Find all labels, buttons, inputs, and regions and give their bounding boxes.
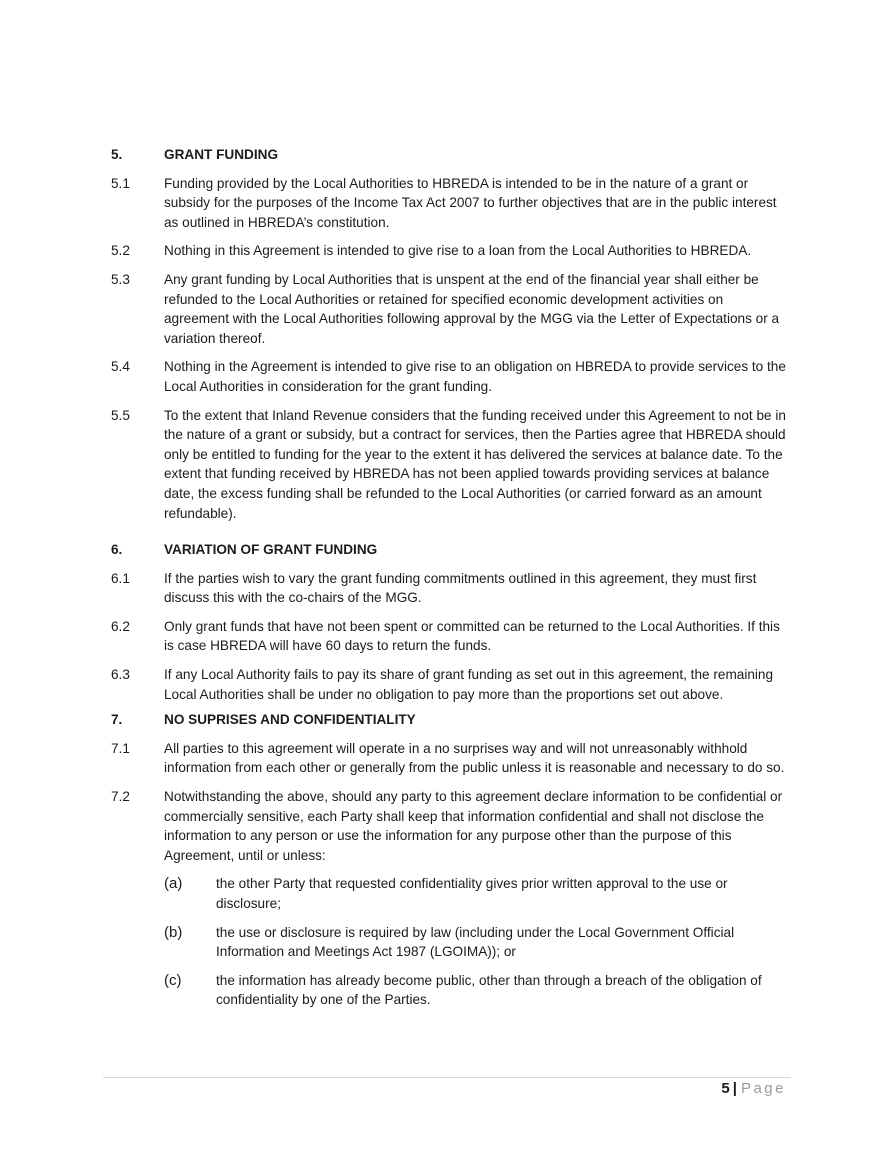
subclause-b xyxy=(164,923,791,962)
section-number: 6. xyxy=(111,542,123,558)
clause-text: Any grant funding by Local Authorities that is unspent at the end of the financial year shall either be refunded to the Local Authorities or retained for specified economic development activities on agreement with the Local Authorities following approval by the MGG via the Letter of Expectations or a variation thereof. xyxy=(164,271,780,346)
section-heading xyxy=(111,710,791,730)
section-heading xyxy=(111,145,791,165)
clause-5-2 xyxy=(111,241,791,261)
subclause-text: the other Party that requested confidentiality gives prior written approval to the use or disclosure; xyxy=(216,876,728,911)
clause-number: 5.2 xyxy=(111,243,130,259)
clause-5-3 xyxy=(111,270,791,348)
clause-text: If the parties wish to vary the grant funding commitments outlined in this agreement, they must first discuss this with the co-chairs of the MGG. xyxy=(164,570,757,606)
section-number: 7. xyxy=(111,712,123,728)
section-number: 5. xyxy=(111,147,123,162)
subclause-letter: (a) xyxy=(164,875,183,893)
subclause-letter: (c) xyxy=(164,971,182,989)
clause-number: 5.3 xyxy=(111,271,130,287)
section-title: NO SUPRISES AND CONFIDENTIALITY xyxy=(164,712,416,728)
footer-divider xyxy=(103,1077,791,1078)
clause-text: To the extent that Inland Revenue considers that the funding received under this Agreement to not be in the nature of a grant or subsidy, but a contract for services, then the Parties agree that HBREDA should only be entitled to funding for the year to the extent it has delivered the services at balance date. To the extent that funding received by HBREDA has not been applied towards providing services at balance date, the excess funding shall be refunded to the Local Authorities (or carried forward as an amount refundable). xyxy=(164,407,786,521)
section-title: VARIATION OF GRANT FUNDING xyxy=(164,542,378,558)
clause-7-2 xyxy=(111,787,791,865)
page-footer xyxy=(721,1079,786,1099)
page-content xyxy=(111,145,791,1019)
clause-text: Nothing in the Agreement is intended to give rise to an obligation on HBREDA to provide services to the Local Authorities in consideration for the grant funding. xyxy=(164,359,786,394)
clause-number: 7.1 xyxy=(111,740,130,756)
subclause-c xyxy=(164,971,791,1010)
clause-text: Nothing in this Agreement is intended to give rise to a loan from the Local Authorities to HBREDA. xyxy=(164,243,752,259)
subclause-letter: (b) xyxy=(164,923,183,941)
clause-text: If any Local Authority fails to pay its share of grant funding as set out in this agreement, the remaining Local Authorities shall be under no obligation to pay more than the proportions set out above. xyxy=(164,667,774,702)
clause-6-2 xyxy=(111,617,791,656)
clause-number: 7.2 xyxy=(111,789,130,805)
clause-5-4 xyxy=(111,357,791,396)
section-heading xyxy=(111,540,791,560)
page-number: 5 xyxy=(721,1080,730,1097)
section-title: GRANT FUNDING xyxy=(164,147,279,162)
clause-7-1 xyxy=(111,739,791,778)
page-label: Page xyxy=(740,1080,786,1097)
clause-5-5 xyxy=(111,406,791,524)
clause-number: 6.1 xyxy=(111,570,130,586)
footer-separator: | xyxy=(732,1080,737,1097)
clause-text: Only grant funds that have not been spent or committed can be returned to the Local Authorities. If this is case HBREDA will have 60 days to return the funds. xyxy=(164,618,780,654)
clause-6-1 xyxy=(111,569,791,608)
clause-number: 6.3 xyxy=(111,667,130,683)
clause-6-3 xyxy=(111,665,791,704)
clause-number: 5.5 xyxy=(111,407,130,423)
clause-text: All parties to this agreement will operate in a no surprises way and will not unreasonably withhold information from each other or generally from the public unless it is reasonable and necessary to do so. xyxy=(164,740,785,776)
subclause-text: the information has already become public, other than through a breach of the obligation of confidentiality by one of the Parties. xyxy=(216,972,762,1008)
clause-number: 6.2 xyxy=(111,618,130,634)
clause-number: 5.4 xyxy=(111,359,130,375)
subclause-text: the use or disclosure is required by law (including under the Local Government Official Information and Meetings Act 1987 (LGOIMA)); or xyxy=(216,924,735,960)
clause-number: 5.1 xyxy=(111,175,130,191)
subclause-a xyxy=(164,874,791,913)
clause-text: Notwithstanding the above, should any party to this agreement declare information to be confidential or commercially sensitive, each Party shall keep that information confidential and shall not disclose the information to any person or use the information for any purpose other than the purpose of this Agreement, until or unless: xyxy=(164,789,783,863)
clause-text: Funding provided by the Local Authorities to HBREDA is intended to be in the nature of a grant or subsidy for the purposes of the Income Tax Act 2007 to further objectives that are in the public interest as outlined in HBREDA’s constitution. xyxy=(164,175,777,230)
clause-5-1 xyxy=(111,174,791,233)
